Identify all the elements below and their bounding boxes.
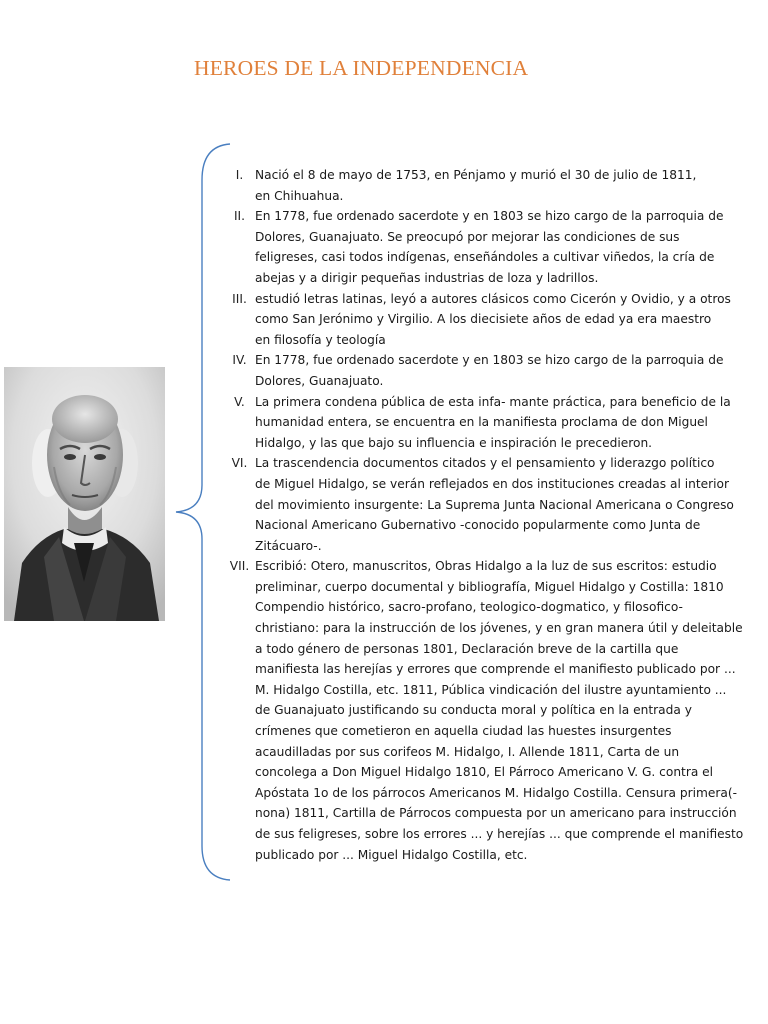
- text-line: en Chihuahua.: [255, 188, 344, 203]
- numeral-label: V.: [234, 394, 245, 409]
- text-line: de Miguel Hidalgo, se verán reflejados en dos instituciones creadas al interior: [255, 476, 729, 491]
- numeral-label: VI.: [231, 456, 248, 471]
- numeral-label: I.: [235, 168, 244, 182]
- text-line: Dolores, Guanajuato.: [255, 373, 384, 388]
- text-line: Escribió: Otero, manuscritos, Obras Hidalgo a la luz de sus escritos: estudio: [255, 559, 717, 574]
- list-item: [203, 206, 748, 288]
- text-line: humanidad entera, se encuentra en la manifiesta proclama de don Miguel: [255, 415, 708, 430]
- list-item: [203, 453, 748, 556]
- text-line: estudió letras latinas, leyó a autores clásicos como Cicerón y Ovidio, y a otros: [255, 291, 731, 306]
- list-item-numeral: [203, 206, 255, 288]
- text-line: M. Hidalgo Costilla, etc. 1811, Pública vindicación del ilustre ayuntamiento ...: [255, 682, 727, 697]
- text-line: nona) 1811, Cartilla de Párrocos compuesta por un americano para instrucción: [255, 806, 737, 821]
- list-item-numeral: [203, 556, 255, 865]
- numeral-label: IV.: [232, 353, 247, 368]
- text-line: crímenes que cometieron en aquella ciudad las huestes insurgentes: [255, 724, 672, 739]
- text-line: publicado por ... Miguel Hidalgo Costilla, etc.: [255, 847, 528, 862]
- text-line: La primera condena pública de esta infa- mante práctica, para beneficio de la: [255, 394, 731, 409]
- list-item-numeral: [203, 453, 255, 556]
- text-line: del movimiento insurgente: La Suprema Junta Nacional Americana o Congreso: [255, 497, 734, 512]
- text-line: a todo género de personas 1801, Declaración breve de la cartilla que: [255, 641, 679, 656]
- list-item-numeral: [203, 165, 255, 206]
- list-item: [203, 392, 748, 454]
- text-line: feligreses, casi todos indígenas, enseñándoles a cultivar viñedos, la cría de: [255, 250, 715, 265]
- text-line: manifiesta las herejías y errores que comprende el manifiesto publicado por ...: [255, 662, 736, 677]
- list-item-text: [255, 350, 748, 391]
- page-title: HEROES DE LA INDEPENDENCIA: [194, 56, 529, 80]
- text-line: abejas y a dirigir pequeñas industrias de loza y ladrillos.: [255, 270, 599, 285]
- list-item: [203, 165, 748, 206]
- text-line: Dolores, Guanajuato. Se preocupó por mejorar las condiciones de sus: [255, 229, 680, 244]
- portrait-engraving-icon: [4, 367, 165, 621]
- list-item-text: [255, 453, 748, 556]
- list-item-text: [255, 165, 748, 206]
- text-line: acaudilladas por sus corifeos M. Hidalgo, I. Allende 1811, Carta de un: [255, 744, 680, 759]
- text-line: Hidalgo, y las que bajo su influencia e inspiración le precedieron.: [255, 435, 653, 450]
- numeral-label: II.: [233, 209, 246, 224]
- portrait-image: [4, 367, 165, 621]
- text-line: christiano: para la instrucción de los jóvenes, y en gran manera útil y deleitable: [255, 621, 743, 636]
- biography-list: [203, 165, 748, 865]
- list-item-text: [255, 206, 748, 288]
- list-item-text: [255, 392, 748, 454]
- list-item-numeral: [203, 392, 255, 454]
- list-item-numeral: [203, 289, 255, 351]
- text-line: En 1778, fue ordenado sacerdote y en 1803 se hizo cargo de la parroquia de: [255, 209, 724, 224]
- text-line: Zitácuaro-.: [255, 538, 322, 553]
- list-item-text: [255, 289, 748, 351]
- numeral-label: III.: [232, 291, 247, 306]
- numeral-label: VII.: [229, 559, 250, 574]
- list-item: [203, 350, 748, 391]
- text-line: La trascendencia documentos citados y el pensamiento y liderazgo político: [255, 456, 715, 471]
- text-line: como San Jerónimo y Virgilio. A los diecisiete años de edad ya era maestro: [255, 312, 712, 327]
- list-item: [203, 289, 748, 351]
- text-line: Nacional Americano Gubernativo -conocido popularmente como Junta de: [255, 518, 701, 533]
- text-line: en filosofía y teología: [255, 332, 386, 347]
- text-line: Compendio histórico, sacro-profano, teologico-dogmatico, y filosofico-: [255, 600, 683, 615]
- text-line: Nació el 8 de mayo de 1753, en Pénjamo y murió el 30 de julio de 1811,: [255, 168, 697, 182]
- text-line: de sus feligreses, sobre los errores ... y herejías ... que comprende el manifiesto: [255, 827, 744, 841]
- list-item-numeral: [203, 350, 255, 391]
- text-line: preliminar, cuerpo documental y bibliografía, Miguel Hidalgo y Costilla: 1810: [255, 579, 724, 594]
- list-item: [203, 556, 748, 865]
- text-line: En 1778, fue ordenado sacerdote y en 1803 se hizo cargo de la parroquia de: [255, 353, 724, 368]
- text-line: concolega a Don Miguel Hidalgo 1810, El Párroco Americano V. G. contra el: [255, 765, 714, 780]
- text-line: de Guanajuato justificando su conducta moral y política en la entrada y: [255, 703, 692, 718]
- list-item-text: [255, 556, 748, 865]
- text-line: Apóstata 1o de los párrocos Americanos M. Hidalgo Costilla. Censura primera(-: [255, 785, 738, 800]
